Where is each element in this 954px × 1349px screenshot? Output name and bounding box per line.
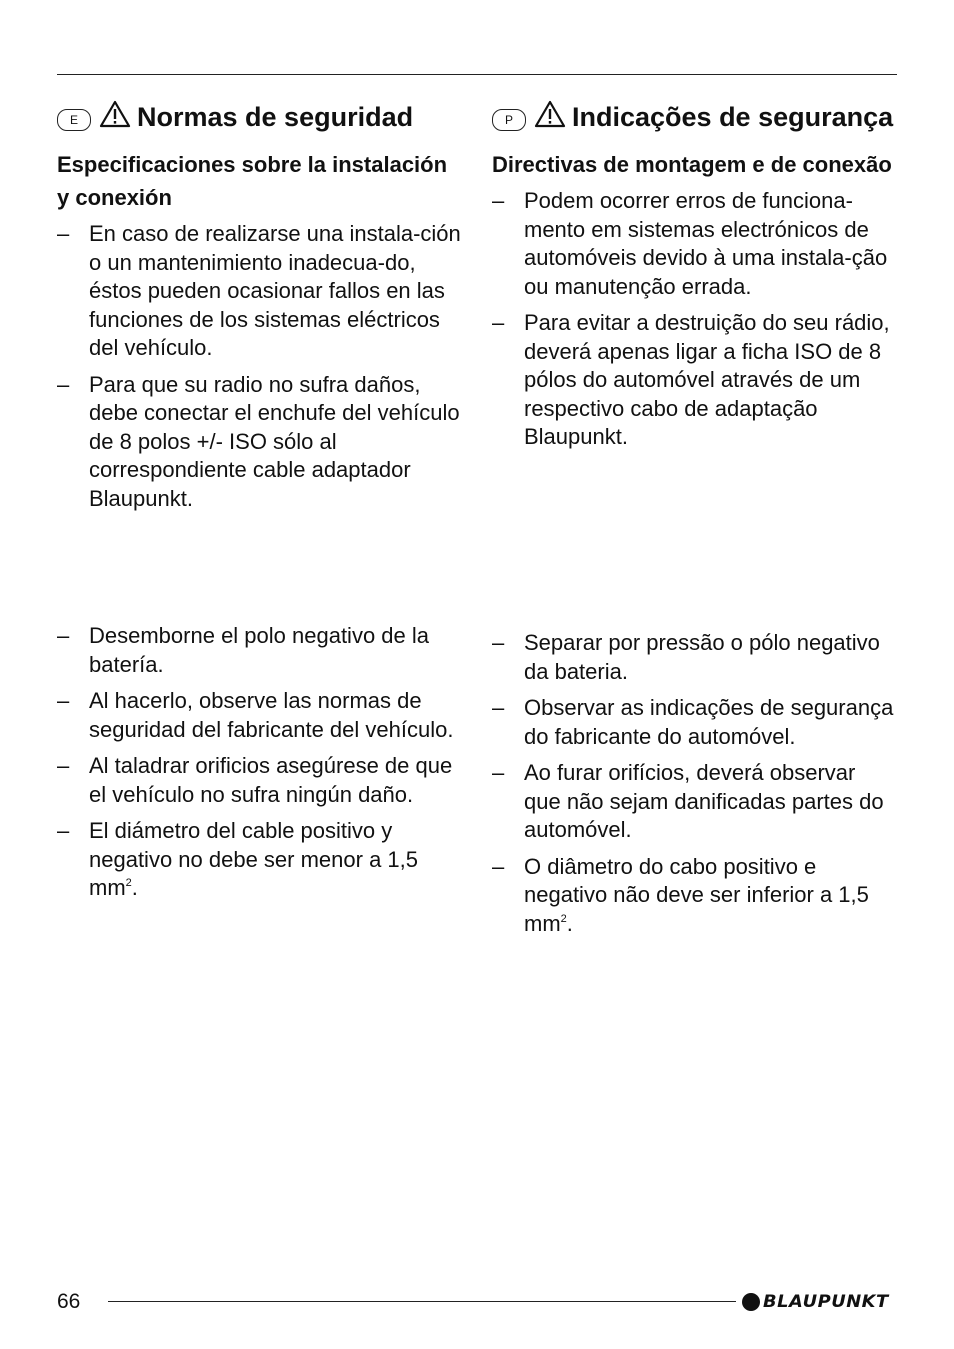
list-item [57, 220, 462, 363]
bullet-list-pt-bottom [492, 629, 897, 946]
list-item [492, 629, 897, 686]
subheading-pt: Directivas de montagem e de conexão [492, 152, 892, 177]
section-heading-es [57, 100, 462, 134]
list-item-text: Al taladrar orificios asegúrese de que el vehículo no sufra ningún daño. [89, 753, 453, 807]
subheading-es: Especificaciones sobre la instalación y conexión [57, 152, 448, 210]
list-item-text: El diámetro del cable positivo y negativo no debe ser menor a 1,5 mm [89, 818, 419, 900]
top-divider [57, 74, 897, 75]
warning-triangle-icon [534, 100, 566, 128]
bullet-dash: – [57, 818, 70, 843]
bullet-dash: – [492, 630, 505, 655]
warning-triangle-icon [99, 100, 131, 128]
list-item [492, 187, 897, 301]
list-item-text: En caso de realizarse una instala-ción o un mantenimiento inadecua-do, éstos pueden ocasionar fallos en las funciones de los sistemas eléctricos del vehículo. [89, 221, 461, 360]
list-item-text: Al hacerlo, observe las normas de seguridad del fabricante del vehículo. [89, 688, 454, 742]
list-item-text: Separar por pressão o pólo negativo da bateria. [524, 630, 880, 684]
list-item [492, 309, 897, 452]
list-item-text: Para evitar a destruição do seu rádio, deverá apenas ligar a ficha ISO de 8 pólos do automóvel através de um respectivo cabo de adaptação Blaupunkt. [524, 310, 890, 449]
bullet-dash: – [57, 371, 70, 397]
bullet-dash: – [492, 695, 505, 720]
section-heading-pt [492, 100, 897, 134]
page-number: 66 [57, 1290, 81, 1313]
bullet-dash: – [57, 221, 70, 246]
list-item-text: O diâmetro do cabo positivo e negativo não deve ser inferior a 1,5 mm [524, 853, 869, 936]
list-item [492, 853, 897, 939]
superscript: 2 [560, 912, 567, 925]
list-item [492, 759, 897, 845]
bullet-list-pt-top [492, 187, 897, 452]
list-item-text: Observar as indicações de segurança do fabricante do automóvel. [524, 695, 894, 749]
brand-logo [742, 1290, 889, 1314]
footer-divider [108, 1301, 736, 1302]
list-item-end: . [131, 875, 138, 900]
bullet-dash: – [57, 753, 70, 778]
list-item-text: Ao furar orifícios, deverá observar que não sejam danificadas partes do automóvel. [524, 760, 884, 842]
bullet-list-es-top [57, 220, 462, 513]
list-item [57, 687, 462, 744]
bullet-list-es-bottom [57, 622, 462, 911]
brand-name: BLAUPUNKT [763, 1292, 889, 1312]
bullet-dash: – [492, 188, 505, 213]
list-item [492, 694, 897, 751]
list-item [57, 371, 462, 514]
bullet-dash: – [57, 623, 70, 648]
brand-dot-icon [742, 1293, 760, 1311]
spanish-column [57, 100, 462, 521]
list-item [57, 752, 462, 809]
language-badge-pt: P [492, 109, 526, 131]
bullet-dash: – [492, 853, 505, 879]
language-badge-es: E [57, 109, 91, 131]
list-item [57, 622, 462, 679]
heading-text-es: Normas de seguridad [137, 102, 414, 132]
bullet-dash: – [492, 310, 505, 335]
list-item-text: Para que su radio no sufra daños, debe conectar el enchufe del vehículo de 8 polos +/- ISO sólo al correspondiente cable adaptador Blaupunkt. [89, 371, 460, 511]
list-item [57, 817, 462, 903]
list-item-text: Podem ocorrer erros de funciona-mento em sistemas electrónicos de automóveis devido à uma instala-ção ou manutenção errada. [524, 188, 888, 299]
list-item-end: . [566, 910, 573, 936]
bullet-dash: – [492, 760, 505, 785]
list-item-text: Desemborne el polo negativo de la batería. [89, 623, 430, 677]
heading-text-pt: Indicações de segurança [572, 102, 894, 132]
superscript: 2 [125, 877, 132, 889]
bullet-dash: – [57, 688, 70, 713]
portuguese-column [492, 100, 897, 460]
